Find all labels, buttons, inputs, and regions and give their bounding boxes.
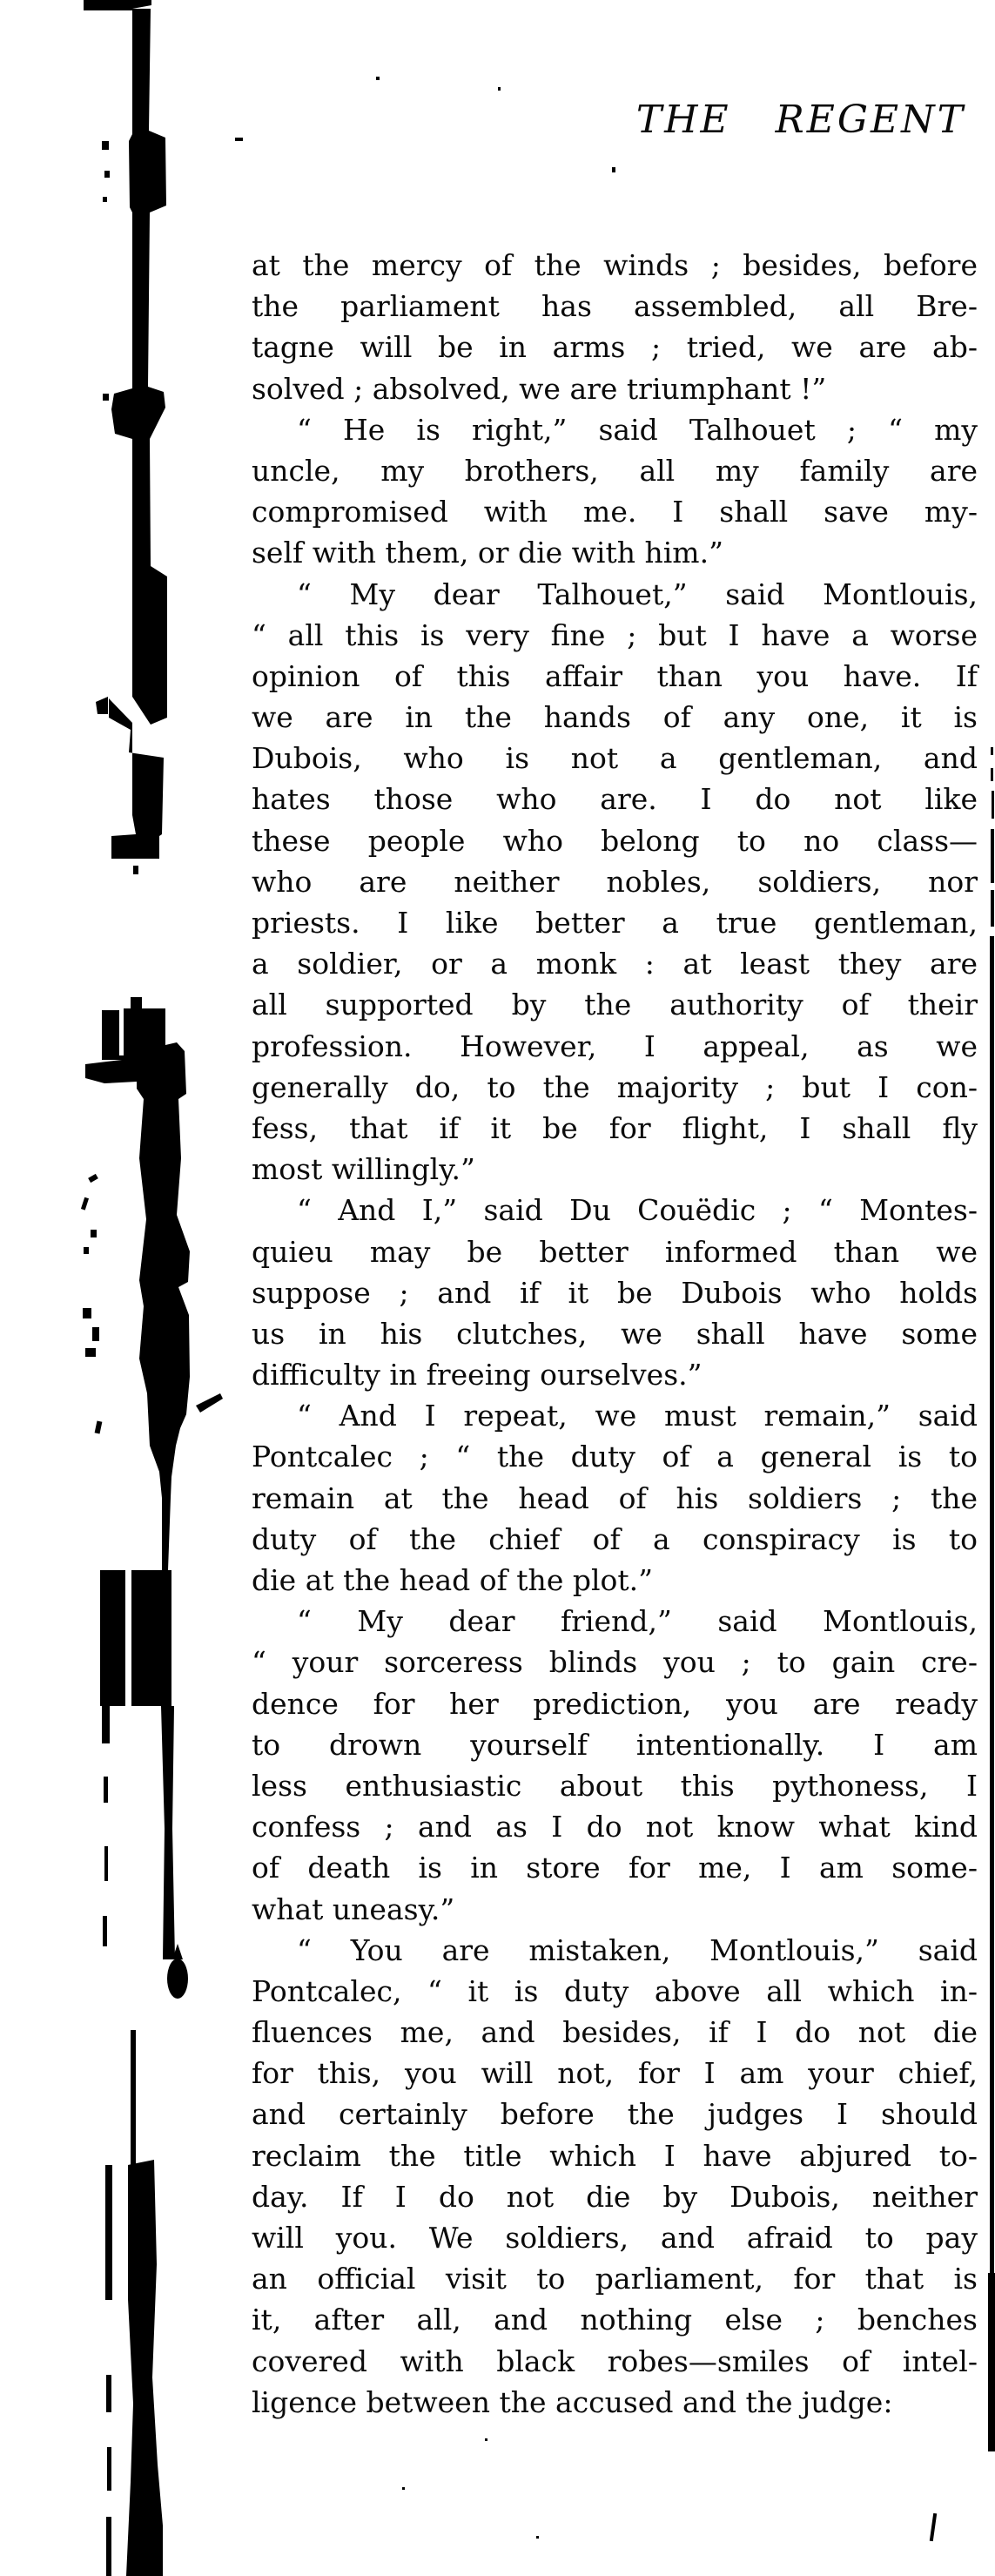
ink-speck — [612, 167, 615, 172]
ink-line-left — [131, 2030, 136, 2165]
text-line: “ And I repeat, we must remain,” said — [297, 1399, 978, 1433]
text-line: “ He is right,” said Talhouet ; “ my — [297, 412, 978, 447]
text-line: at the mercy of the winds ; besides, before — [252, 248, 978, 282]
ink-speck — [81, 1197, 89, 1210]
ink-dash-left — [106, 2375, 111, 2412]
ink-speck — [83, 1308, 91, 1318]
text-line: it, after all, and nothing else ; benches — [252, 2303, 978, 2337]
text-line: opinion of this affair than you have. If — [252, 658, 978, 693]
ink-dash-left — [106, 2517, 111, 2576]
text-line: who are neither nobles, soldiers, nor — [252, 864, 978, 899]
page-edge-line-right — [992, 791, 994, 819]
text-line: what uneasy.” — [252, 1892, 455, 1926]
text-line: will you. We soldiers, and afraid to pay — [252, 2221, 978, 2255]
ink-dash-left — [104, 1777, 108, 1803]
text-line: uncle, my brothers, all my family are — [252, 453, 978, 488]
text-line: reclaim the title which I have abjured to- — [252, 2138, 978, 2173]
text-line: compromised with me. I shall save my- — [252, 495, 978, 529]
ink-speck — [498, 87, 501, 91]
page-edge-line-right — [991, 747, 993, 755]
ink-speck — [91, 1230, 97, 1237]
text-line: the parliament has assembled, all Bre- — [252, 289, 978, 324]
ink-speck — [95, 1421, 103, 1434]
text-line: “ all this is very fine ; but I have a worse — [252, 617, 978, 652]
ink-speck — [235, 138, 243, 141]
ink-speck — [103, 197, 107, 202]
ink-blot-left-top — [84, 0, 167, 859]
ink-blot-left-hook — [96, 697, 108, 714]
text-line: Pontcalec, “ it is duty above all which in- — [252, 1973, 978, 2008]
text-line: duty of the chief of a conspiracy is to — [252, 1521, 978, 1556]
text-line: difficulty in freeing ourselves.” — [252, 1358, 703, 1393]
ink-stripe-left-bottom — [126, 2160, 163, 2576]
ink-speck — [88, 1174, 98, 1183]
ink-block-left — [100, 1570, 125, 1706]
text-line: to drown yourself intentionally. I am — [252, 1727, 978, 1762]
text-line: tagne will be in arms ; tried, we are ab- — [252, 330, 978, 365]
text-line: for this, you will not, for I am your chief, — [252, 2056, 978, 2091]
text-line: die at the head of the plot.” — [252, 1563, 654, 1597]
ink-speck — [102, 141, 109, 150]
ink-teardrop — [167, 1959, 188, 1999]
text-line: less enthusiastic about this pythoness, I — [252, 1768, 978, 1803]
text-line: an official visit to parliament, for that is — [252, 2262, 978, 2296]
text-line: a soldier, or a monk : at least they are — [252, 947, 978, 981]
text-line: “ And I,” said Du Couëdic ; “ Montes- — [297, 1193, 978, 1228]
ink-slash-bottom — [930, 2513, 937, 2541]
text-line: self with them, or die with him.” — [252, 536, 723, 570]
text-line: solved ; absolved, we are triumphant !” — [252, 371, 827, 406]
text-line: all supported by the authority of their — [252, 988, 978, 1022]
text-line: us in his clutches, we shall have some — [252, 1316, 978, 1351]
text-line: Pontcalec ; “ the duty of a general is to — [252, 1440, 978, 1474]
ink-blot-left-middle — [85, 997, 190, 1570]
ink-speck — [84, 1247, 89, 1254]
text-line: of death is in store for me, I am some- — [252, 1851, 978, 1885]
text-line: fluences me, and besides, if I do not die — [252, 2015, 978, 2050]
page-edge-line-right — [991, 768, 993, 781]
text-line: confess ; and as I do not know what kind — [252, 1810, 978, 1844]
ink-teardrop-tip — [172, 1944, 183, 1959]
page-edge-line-right — [991, 829, 994, 883]
ink-speck — [85, 1348, 96, 1357]
page-edge-line-right — [991, 890, 994, 927]
ink-dash-left — [103, 1916, 107, 1946]
text-line: fess, that if it be for flight, I shall fly — [252, 1110, 978, 1145]
ink-speck — [103, 394, 109, 401]
ink-speck — [92, 1327, 99, 1341]
running-header: THE REGENT — [635, 98, 965, 142]
text-line: covered with black robes—smiles of intel- — [252, 2343, 978, 2378]
ink-speck — [104, 171, 110, 178]
text-line: day. If I do not die by Dubois, neither — [252, 2179, 978, 2214]
text-line: profession. However, I appeal, as we — [252, 1028, 978, 1063]
text-line: hates those who are. I do not like — [252, 782, 978, 817]
ink-speck — [133, 866, 138, 874]
text-line: and certainly before the judges I should — [252, 2097, 978, 2132]
ink-speck — [402, 2487, 405, 2490]
ink-bar-left — [105, 2165, 112, 2300]
page-edge-line-right — [990, 936, 994, 2273]
text-line: “ My dear friend,” said Montlouis, — [297, 1604, 978, 1639]
text-line: quieu may be better informed than we — [252, 1234, 978, 1269]
ink-speck — [376, 77, 380, 80]
text-line: “ your sorceress blinds you ; to gain cre- — [252, 1645, 978, 1680]
ink-speck — [536, 2536, 539, 2539]
text-line: generally do, to the majority ; but I con- — [252, 1069, 978, 1104]
ink-block-left — [131, 1570, 171, 1706]
ink-stripe-left — [161, 1706, 175, 1959]
ink-dash-left — [104, 1846, 108, 1881]
text-line: Dubois, who is not a gentleman, and — [252, 741, 978, 776]
text-line: suppose ; and if it be Dubois who holds — [252, 1275, 978, 1310]
text-line: dence for her prediction, you are ready — [252, 1686, 978, 1721]
ink-bar-left — [102, 1706, 110, 1743]
page-edge-line-right — [988, 2273, 995, 2451]
text-line: these people who belong to no class— — [252, 823, 978, 858]
text-line: “ You are mistaken, Montlouis,” said — [297, 1932, 978, 1967]
ink-speck — [485, 2438, 487, 2441]
text-line: “ My dear Talhouet,” said Montlouis, — [297, 577, 978, 611]
ink-dash-left — [107, 2447, 111, 2491]
text-line: most willingly.” — [252, 1152, 475, 1187]
page-text — [252, 245, 978, 2423]
text-line: ligence between the accused and the judge: — [252, 2384, 893, 2419]
text-line: priests. I like better a true gentleman, — [252, 906, 978, 940]
text-line: we are in the hands of any one, it is — [252, 700, 978, 735]
text-line: remain at the head of his soldiers ; the — [252, 1480, 978, 1515]
ink-dash — [196, 1393, 223, 1413]
